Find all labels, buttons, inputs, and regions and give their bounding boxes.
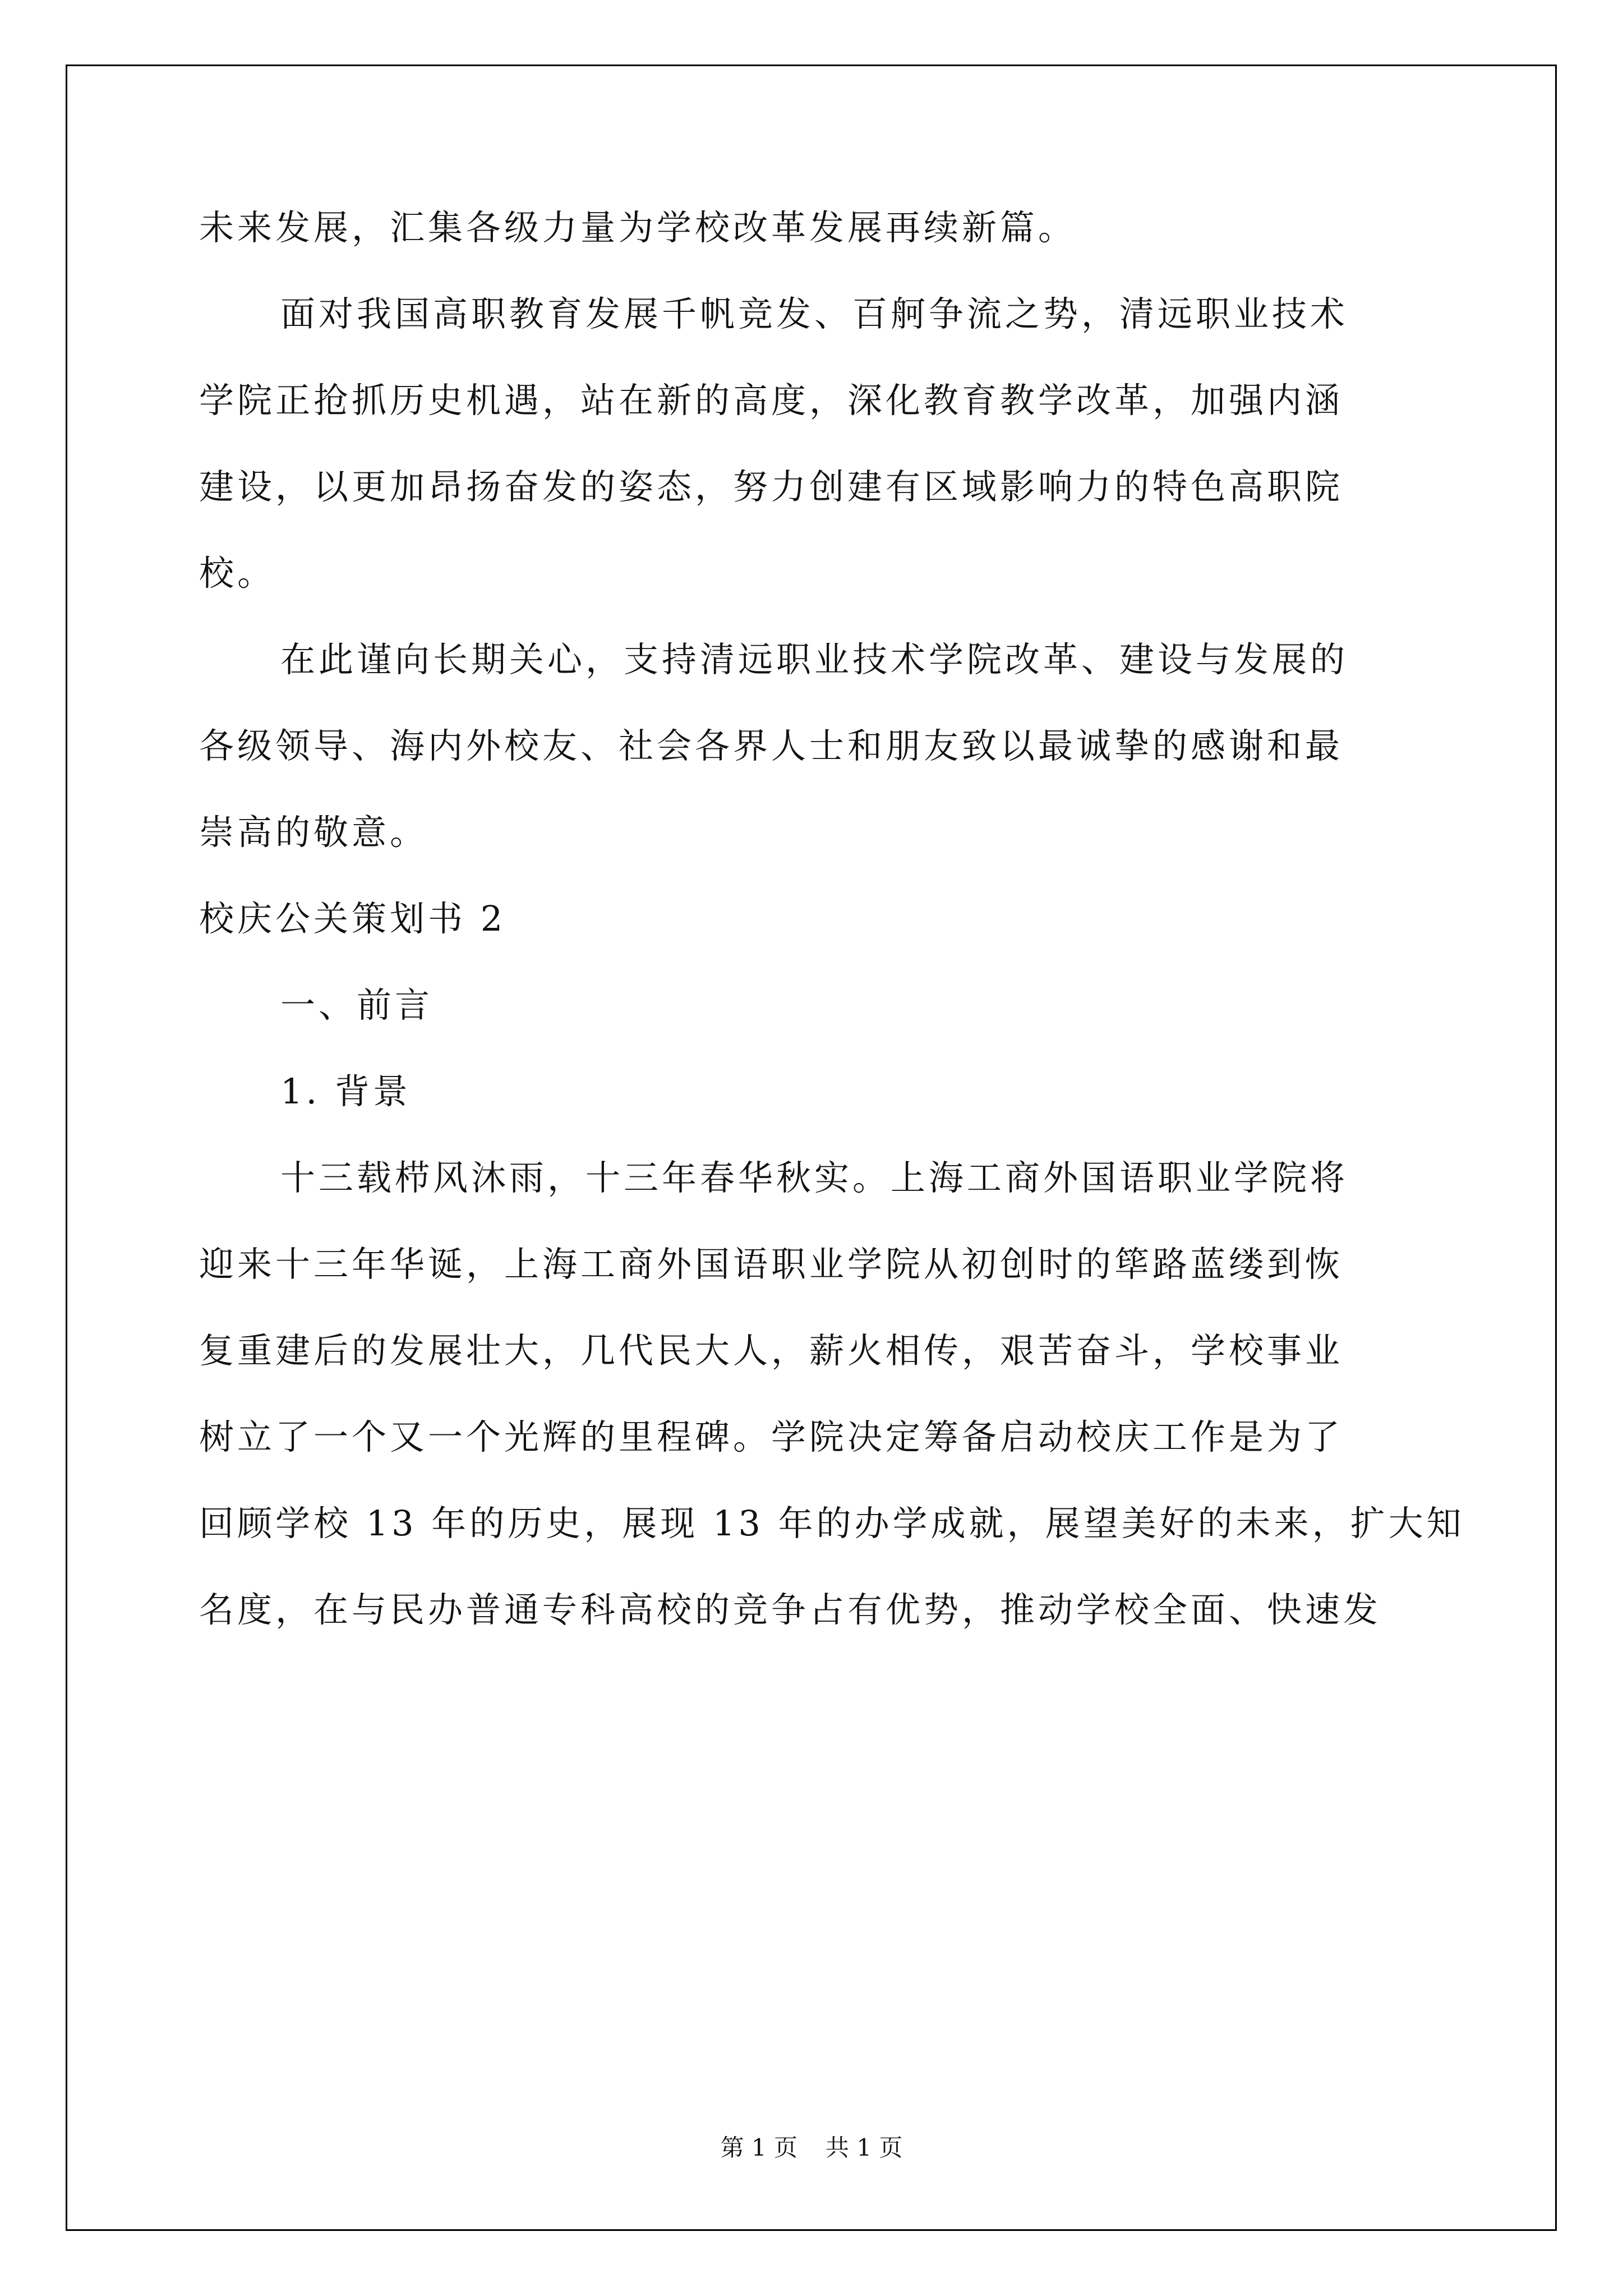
document-body xyxy=(199,207,1465,1679)
text-line: 崇高的敬意。 xyxy=(199,812,428,853)
page-number-total: 共 1 页 xyxy=(826,2134,903,2161)
text-line: 未来发展，汇集各级力量为学校改革发展再续新篇。 xyxy=(199,207,1077,248)
text-line: 名度，在与民办普通专科高校的竞争占有优势，推动学校全面、快速发 xyxy=(199,1589,1382,1630)
text-line: 回顾学校 13 年的历史，展现 13 年的办学成就，展望美好的未来，扩大知 xyxy=(199,1503,1465,1544)
heading-background: 1. 背景 xyxy=(280,1071,411,1112)
text-line: 十三载栉风沐雨，十三年春华秋实。上海工商外国语职业学院将 xyxy=(280,1157,1349,1198)
text-line: 迎来十三年华诞，上海工商外国语职业学院从初创时的筚路蓝缕到恢 xyxy=(199,1244,1344,1285)
text-line: 在此谨向长期关心，支持清远职业技术学院改革、建设与发展的 xyxy=(280,639,1349,680)
heading-preface: 一、前言 xyxy=(280,984,434,1025)
page-number-current: 第 1 页 xyxy=(720,2134,797,2161)
text-line: 面对我国高职教育发展千帆竞发、百舸争流之势，清远职业技术 xyxy=(280,293,1349,334)
section-title: 校庆公关策划书 2 xyxy=(199,898,506,939)
text-line: 学院正抢抓历史机遇，站在新的高度，深化教育教学改革，加强内涵 xyxy=(199,380,1344,421)
text-line: 各级领导、海内外校友、社会各界人士和朋友致以最诚挚的感谢和最 xyxy=(199,725,1344,766)
text-line: 复重建后的发展壮大，几代民大人，薪火相传，艰苦奋斗，学校事业 xyxy=(199,1330,1344,1371)
text-line: 建设，以更加昂扬奋发的姿态，努力创建有区域影响力的特色高职院 xyxy=(199,466,1344,507)
page-footer xyxy=(0,2134,1623,2161)
text-line: 树立了一个又一个光辉的里程碑。学院决定筹备启动校庆工作是为了 xyxy=(199,1416,1344,1457)
text-line: 校。 xyxy=(199,553,276,593)
